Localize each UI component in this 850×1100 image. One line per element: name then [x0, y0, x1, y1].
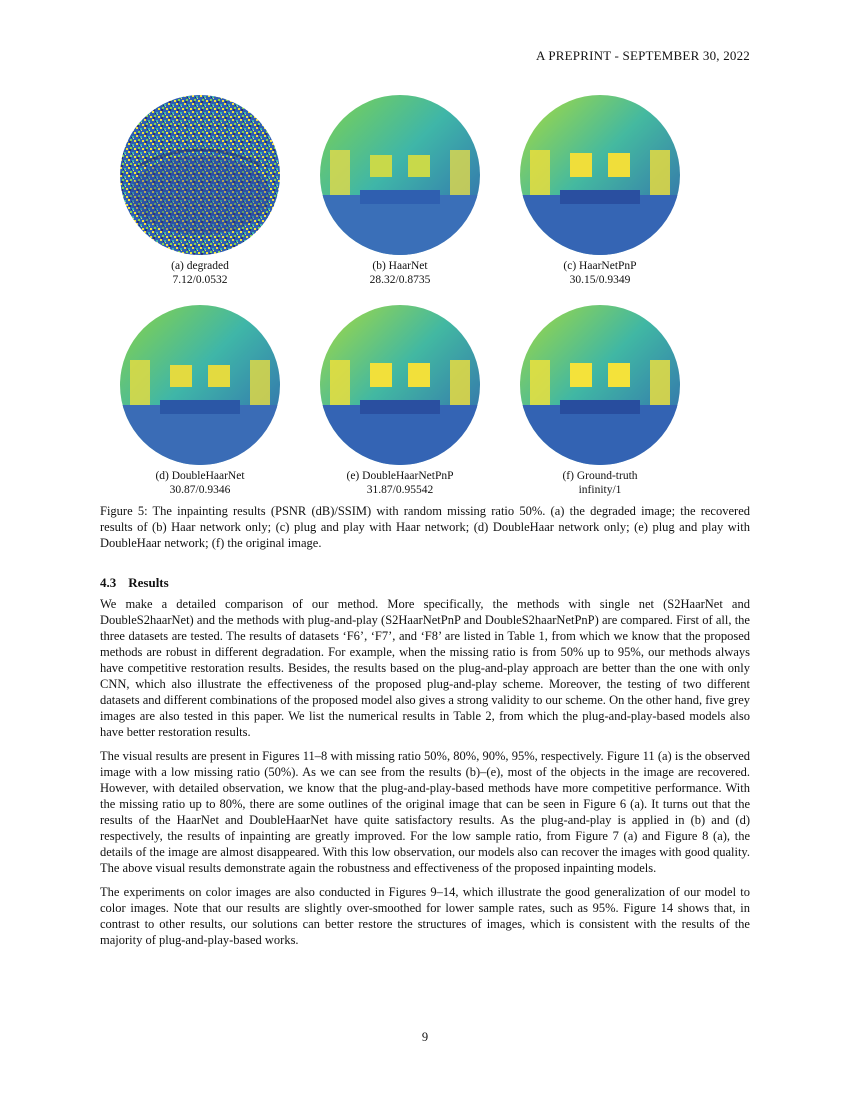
- panel-e-label: (e) DoubleHaarNetPnP: [346, 470, 454, 482]
- page-number: 9: [421, 1030, 429, 1044]
- panel-f: [500, 305, 700, 497]
- panel-b-label: (b) HaarNet: [372, 260, 428, 272]
- panel-b-metric: 28.32/0.8735: [369, 274, 431, 286]
- panel-e-metric: 31.87/0.95542: [366, 484, 434, 496]
- panel-b: [300, 95, 500, 287]
- panel-d-label: (d) DoubleHaarNet: [155, 470, 245, 482]
- panel-a-label: (a) degraded: [171, 260, 229, 272]
- body-text: [100, 596, 750, 956]
- panel-d: [100, 305, 300, 497]
- paragraph-3: The experiments on color images are also conducted in Figures 9–14, which illustrate the good generalization of our model to color images. Note that our results are slightly over-smoothed for lower sample rates, such as 95%. Figure 14 shows that, in contrast to other results, our solutions can better restore the structures of images, which is consistent with the results of the majority of plug-and-play-based works.: [100, 885, 750, 947]
- panel-d-metric: 30.87/0.9346: [169, 484, 231, 496]
- haarnet-fisheye-image: [320, 95, 480, 255]
- panel-c-metric: 30.15/0.9349: [569, 274, 631, 286]
- section-title: Results: [128, 575, 169, 590]
- panel-c: [500, 95, 700, 287]
- haarnetpnp-fisheye-image: [520, 95, 680, 255]
- figure-5: [100, 95, 750, 505]
- section-heading: [100, 575, 169, 591]
- paragraph-1: We make a detailed comparison of our method. More specifically, the methods with single net (S2HaarNet and DoubleS2haarNet) and the methods with plug-and-play (S2HaarNetPnP and DoubleS2haarNetPnP) are compared. First of all, the three datasets are tested. The results of datasets ‘F6’, ‘F7’, and ‘F8’ are listed in Table 1, from which we know that the proposed methods are robust in different degradation. For example, when the missing ratio is from 50% up to 95%, our methods always have competitive restoration results. Besides, the results based on the plug-and-play approach are better than the one with only CNN, which also illustrate the effectiveness of the proposed plug-and-play scheme. Moreover, the testing of two different datasets and different combinations of the proposed model also gives a strong validity to our scheme. On the other hand, five grey images are also tested in this paper. We list the numerical results in Table 2, from which the plug-and-play-based models also have better restoration results.: [100, 597, 750, 739]
- panel-a-metric: 7.12/0.0532: [172, 274, 228, 286]
- panel-f-label: (f) Ground-truth: [562, 470, 638, 482]
- section-number: 4.3: [100, 575, 117, 590]
- ground-truth-fisheye-image: [520, 305, 680, 465]
- panel-c-label: (c) HaarNetPnP: [563, 260, 637, 272]
- running-header: A PREPRINT - SEPTEMBER 30, 2022: [536, 48, 750, 63]
- panel-f-metric: infinity/1: [578, 484, 622, 496]
- paragraph-2: The visual results are present in Figures 11–8 with missing ratio 50%, 80%, 90%, 95%, respectively. Figure 11 (a) is the observed image with a low missing ratio (50%). As we can see from the results (b)–(e), most of the objects in the image are recovered. However, with detailed observation, we know that the plug-and-play-based methods have more competitive performance. With the missing ratio up to 80%, there are some outlines of the original image that can be seen in Figure 6 (a). It turns out that the results of the HaarNet and DoubleHaarNet have quite satisfactory results. As the plug-and-play is applied in (b) and (d) respectively, the results of inpainting are greatly improved. For the low sample ratio, from Figure 7 (a) and Figure 8 (a), the details of the image are almost disappeared. With this low observation, our models also can recover the images with good quality. The above visual results demonstrate again the robustness and effectiveness of the proposed inpainting models.: [100, 749, 750, 875]
- doublehaarnetpnp-fisheye-image: [320, 305, 480, 465]
- figure-caption: Figure 5: The inpainting results (PSNR (dB)/SSIM) with random missing ratio 50%. (a) the degraded image; the recovered results of (b) Haar network only; (c) plug and play with Haar network; (d) DoubleHaar network only; (e) plug and play with DoubleHaar network; (f) the original image.: [100, 504, 750, 550]
- panel-a: [100, 95, 300, 287]
- panel-e: [300, 305, 500, 497]
- doublehaarnet-fisheye-image: [120, 305, 280, 465]
- degraded-fisheye-image: [120, 95, 280, 255]
